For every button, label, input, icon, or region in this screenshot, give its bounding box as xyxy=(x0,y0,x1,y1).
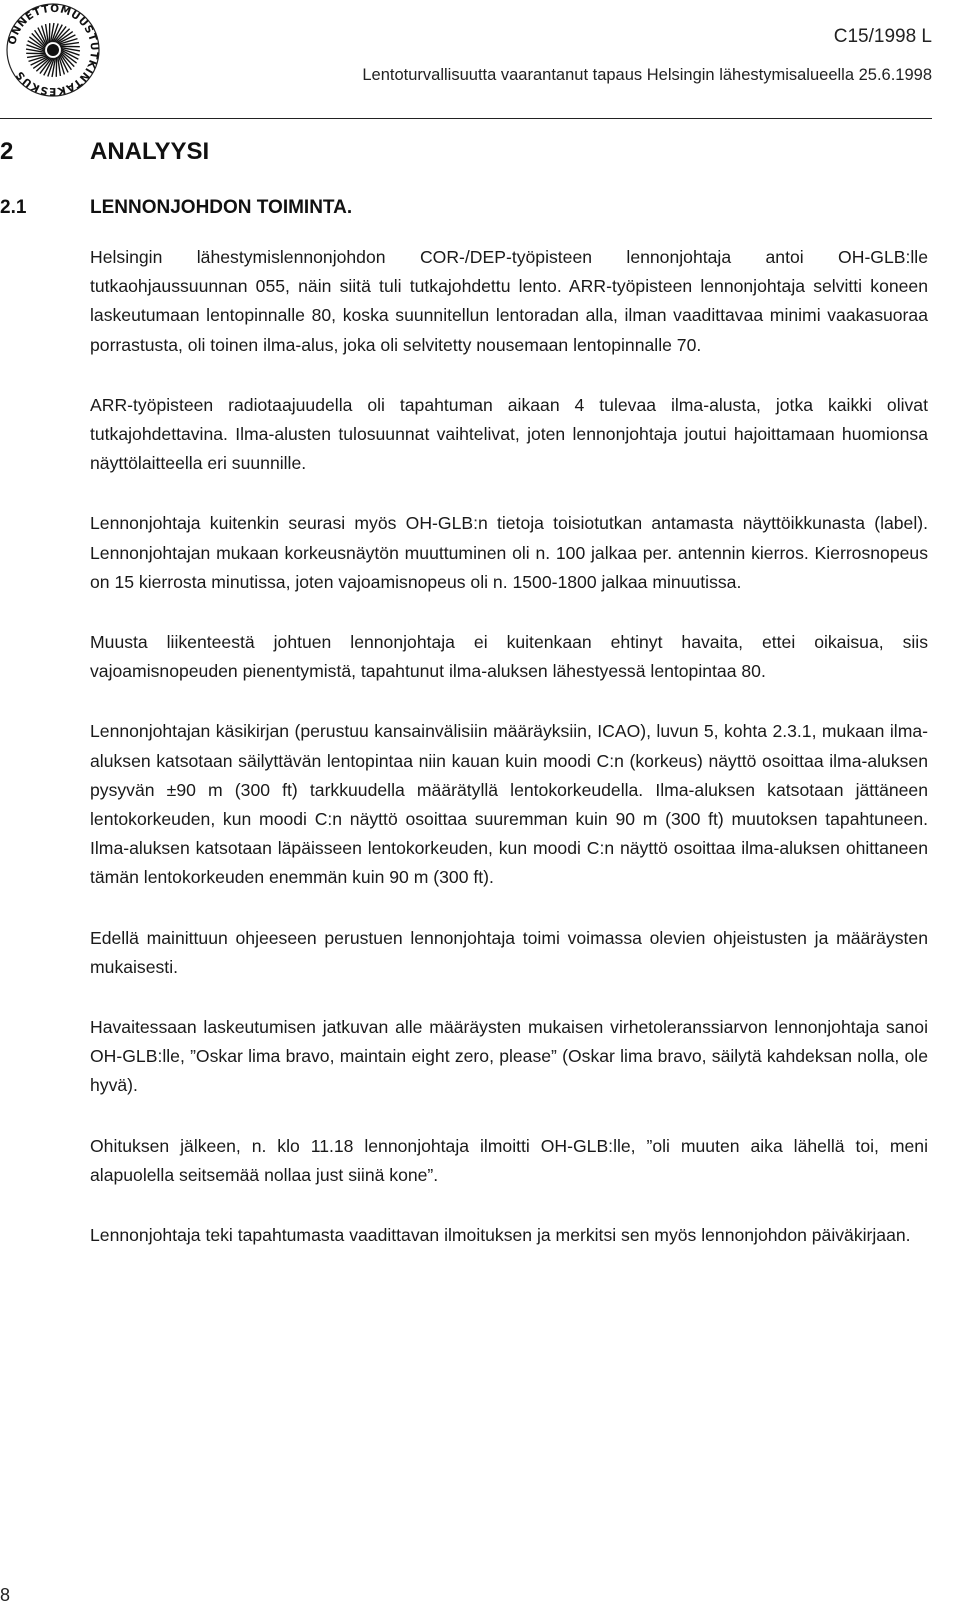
document-title: Lentoturvallisuutta vaarantanut tapaus Helsingin lähestymisalueella 25.6.1998 xyxy=(362,66,932,84)
paragraph: Ohituksen jälkeen, n. klo 11.18 lennonjohtaja ilmoitti OH-GLB:lle, ”oli muuten aika lähellä toi, meni alapuolella seitsemää nollaa just siinä kone”. xyxy=(90,1135,928,1185)
agency-seal-icon xyxy=(0,0,106,100)
subsection-number: 2.1 xyxy=(0,197,27,218)
page-number: 8 xyxy=(0,1585,11,1605)
paragraph: Havaitessaan laskeutumisen jatkuvan alle määräysten mukaisen virhetoleranssiarvon lennonjohtaja sanoi OH-GLB:lle, ”Oskar lima bravo, maintain eight zero, please” (Oskar lima bravo, säilytä kahdeksan nolla, ole hyvä). xyxy=(90,1017,928,1096)
subsection-heading xyxy=(0,197,352,219)
paragraph: ARR-työpisteen radiotaajuudella oli tapahtuman aikaan 4 tulevaa ilma-alusta, jotka kaikki olivat tutkajohdettavina. Ilma-alusten tulosuunnat vaihtelivat, joten lennonjohtaja joutui hajoittamaan huomionsa näyttölaitteella eri suunnille. xyxy=(90,394,928,474)
document-id: C15/1998 L xyxy=(833,26,932,47)
paragraph: Edellä mainittuun ohjeeseen perustuen lennonjohtaja toimi voimassa olevien ohjeistusten ja määräysten mukaisesti. xyxy=(90,927,928,977)
paragraph: Lennonjohtaja teki tapahtumasta vaadittavan ilmoituksen ja merkitsi sen myös lennonjohdon päiväkirjaan. xyxy=(90,1225,911,1246)
section-number: 2 xyxy=(0,138,14,165)
svg-text:ONNETTOMUUSTUTKINTAKESKUS: ONNETTOMUUSTUTKINTAKESKUS xyxy=(6,2,101,98)
agency-logo xyxy=(0,0,106,100)
section-title: ANALYYSI xyxy=(90,138,210,165)
paragraph: Muusta liikenteestä johtuen lennonjohtaja ei kuitenkaan ehtinyt havaita, ettei oikaisua, siis vajoamisnopeuden pienentymistä, tapahtunut ilma-aluksen lähestyessä lentopintaa 80. xyxy=(90,632,928,682)
subsection-title: LENNONJOHDON TOIMINTA. xyxy=(90,197,353,218)
header-divider xyxy=(0,118,932,119)
paragraph: Helsingin lähestymislennonjohdon COR-/DEP-työpisteen lennonjohtaja antoi OH-GLB:lle tutkaohjaussuunnan 055, näin siitä tuli tutkajohdettu lento. ARR-työpisteen lennonjohtaja selvitti koneen laskeutumaan lentopinnalle 80, koska suunnitellun lentoradan alla, ilman vaadittavaa minimi vaakasuoraa porrastusta, oli toinen ilma-alus, joka oli selvitetty nousemaan lentopinnalle 70. xyxy=(90,247,928,355)
body-text xyxy=(90,243,928,1281)
paragraph: Lennonjohtajan käsikirjan (perustuu kansainvälisiin määräyksiin, ICAO), luvun 5, kohta 2.3.1, mukaan ilma-aluksen katsotaan säilyttävän lentopintaa niin kauan kuin moodi C:n (korkeus) näyttö osoittaa ilma-aluksen pysyvän ±90 m (300 ft) tarkkuudella määrätyllä lentokorkeudella. Ilma-aluksen katsotaan jättäneen lentokorkeuden, kun moodi C:n näyttö osoittaa suuremman kuin 90 m (300 ft) muutoksen tapahtuneen. Ilma-aluksen katsotaan läpäisseen lentokorkeuden, kun moodi C:n näyttö osoittaa ilma-aluksen ohittaneen tämän lentokorkeuden enemmän kuin 90 m (300 ft). xyxy=(90,721,928,888)
section-heading xyxy=(0,138,209,166)
paragraph: Lennonjohtaja kuitenkin seurasi myös OH-GLB:n tietoja toisiotutkan antamasta näyttöikkunasta (label). Lennonjohtajan mukaan korkeusnäytön muuttuminen oli n. 100 jalkaa per. antennin kierros. Kierrosnopeus on 15 kierrosta minutissa, joten vajoamisnopeus oli n. 1500-1800 jalkaa minuutissa. xyxy=(90,513,928,592)
